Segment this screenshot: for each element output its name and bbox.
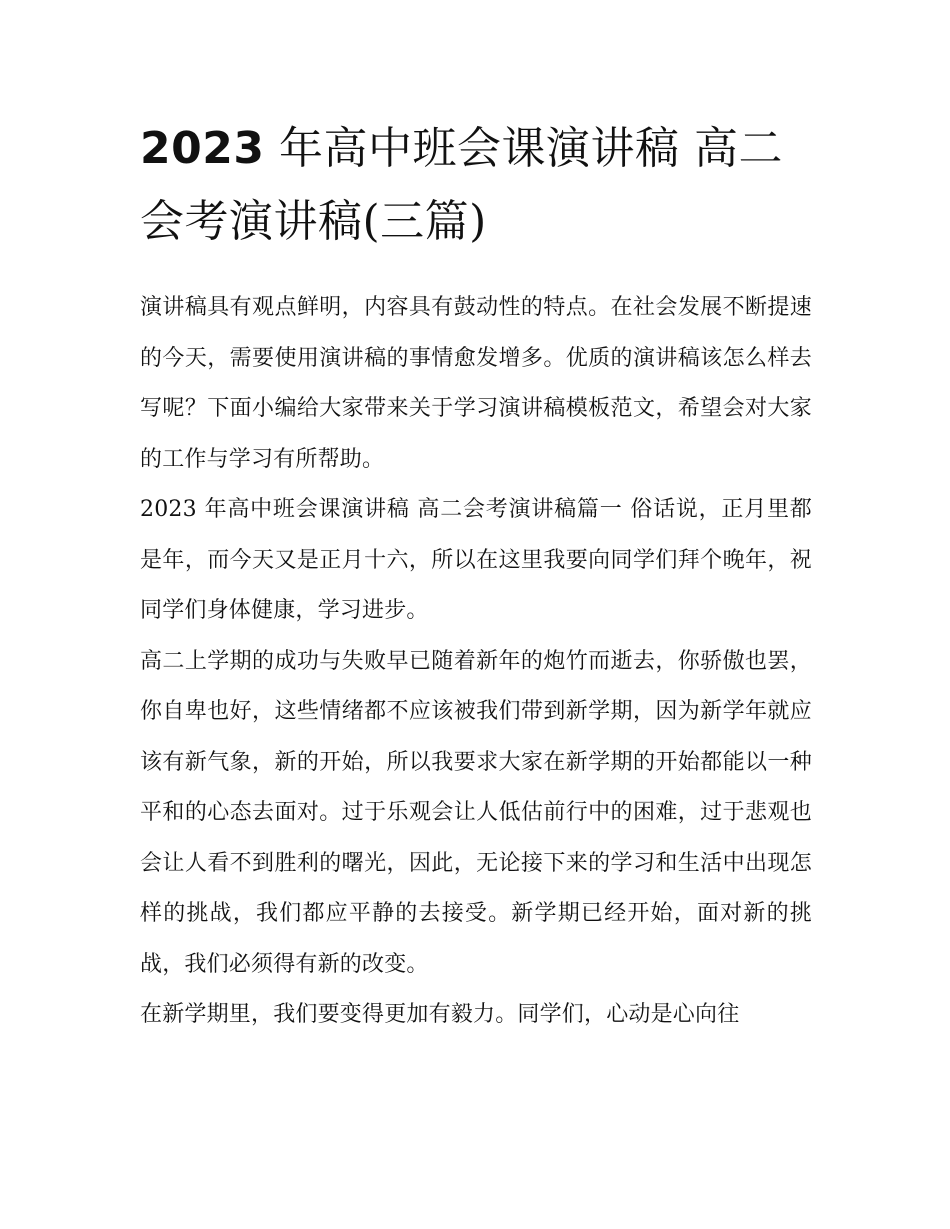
document-body [140,283,812,1041]
title-year: 2023 [140,123,265,174]
paragraph-new-semester: 在新学期里，我们要变得更加有毅力。同学们，心动是心向往 [140,1002,740,1027]
title-text: 年高中班会课演讲稿 高二会考演讲稿(三篇) [140,123,783,247]
paragraph-reflection: 高二上学期的成功与失败早已随着新年的炮竹而逝去，你骄傲也罢，你自卑也好，这些情绪都不应该被我们带到新学期，因为新学年就应该有新气象，新的开始，所以我要求大家在新学期的开始都能以一种平和的心态去面对。过于乐观会让人低估前行中的困难，过于悲观也会让人看不到胜利的曙光，因此，无论接下来的学习和生活中出现怎样的挑战，我们都应平静的去接受。新学期已经开始，面对新的挑战，我们必须得有新的改变。 [140,648,812,977]
paragraph-intro: 演讲稿具有观点鲜明，内容具有鼓动性的特点。在社会发展不断提速的今天，需要使用演讲稿的事情愈发增多。优质的演讲稿该怎么样去写呢？下面小编给大家带来关于学习演讲稿模板范文，希望会对大家的工作与学习有所帮助。 [140,295,812,472]
paragraph-section-one: 2023 年高中班会课演讲稿 高二会考演讲稿篇一 俗话说，正月里都是年，而今天又是正月十六，所以在这里我要向同学们拜个晚年，祝同学们身体健康，学习进步。 [140,497,812,623]
document-title [140,112,812,258]
document-page [140,112,812,1041]
